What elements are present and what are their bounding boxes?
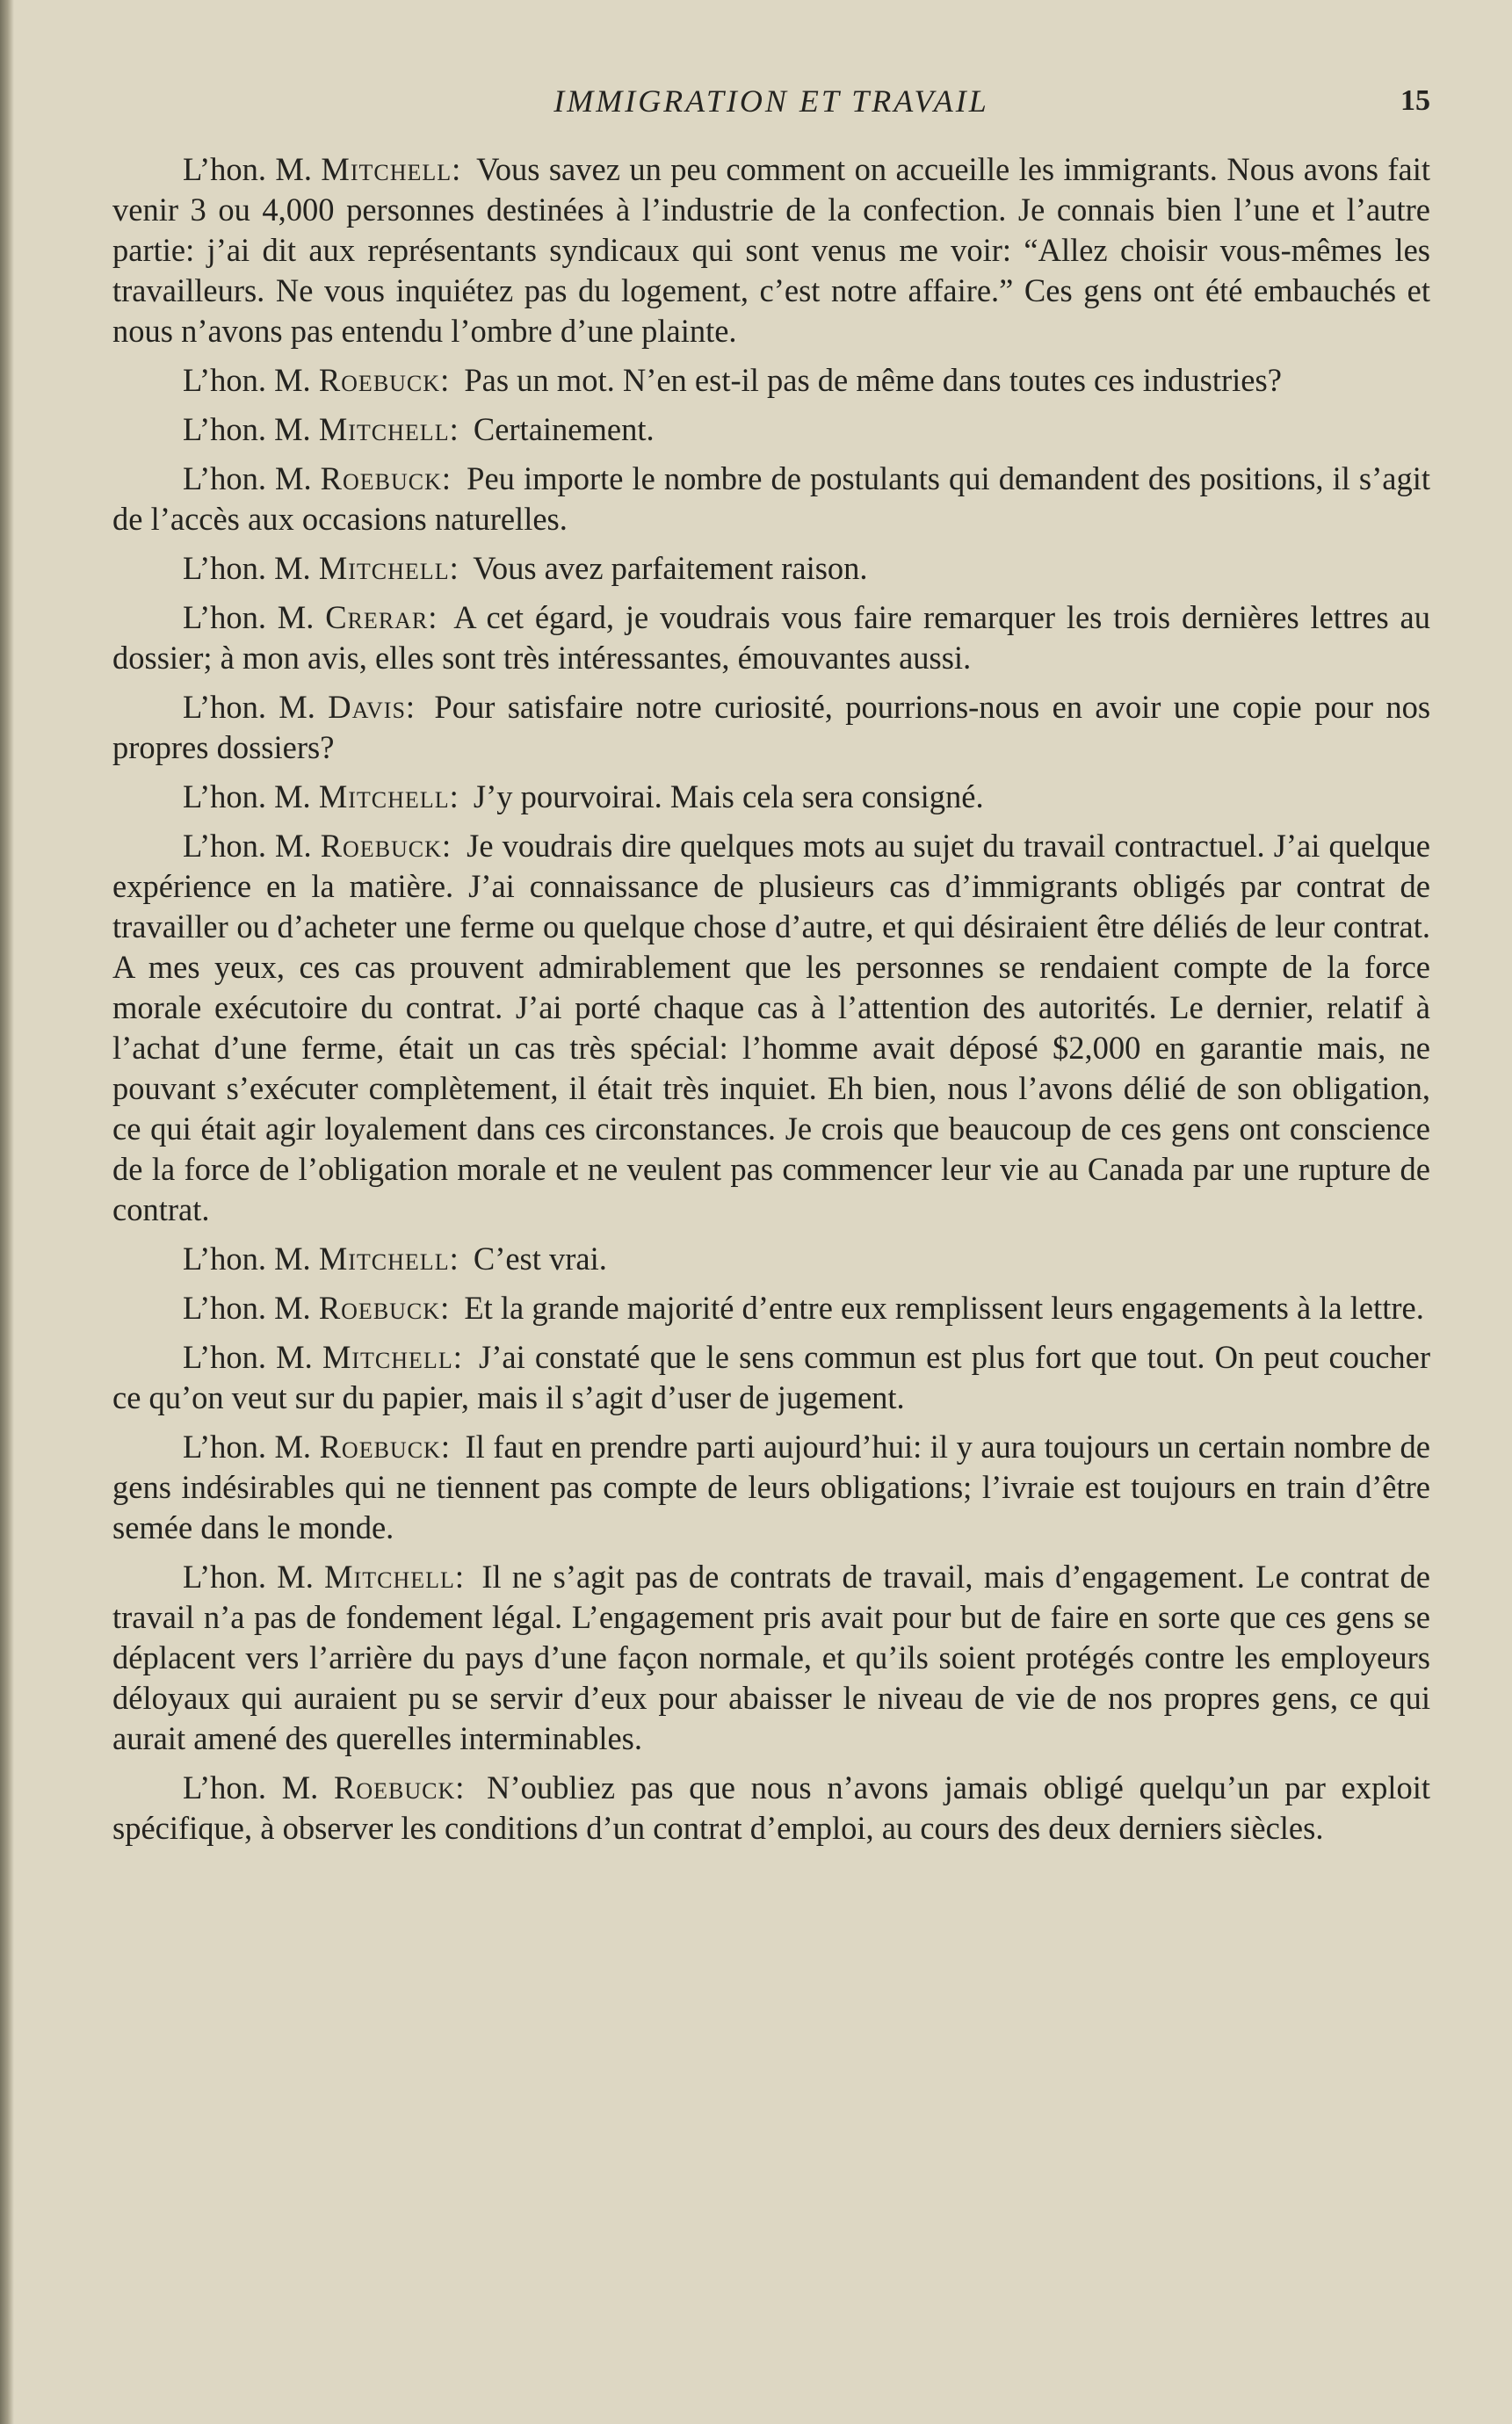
paragraph (112, 597, 1430, 678)
paragraph-text: N’oubliez pas que nous n’avons jamais obligé quelqu’un par exploit spécifique, à observer les conditions d’un contrat d’emploi, au cours des deux derniers siècles. (112, 1769, 1430, 1846)
speaker-label (183, 1339, 462, 1375)
paragraph-text: Pas un mot. N’en est-il pas de même dans toutes ces industries? (464, 362, 1282, 398)
speaker-name: Roebuck (318, 1290, 441, 1326)
paragraph-text: C’est vrai. (473, 1241, 607, 1277)
paragraph (112, 777, 1430, 817)
speaker-name: Roebuck (319, 1429, 441, 1465)
paragraph (112, 459, 1430, 539)
speaker-colon: : (441, 460, 452, 496)
paragraph-text: J’y pourvoirai. Mais cela sera consigné. (473, 778, 984, 814)
speaker-label (183, 411, 459, 447)
speaker-name: Mitchell (318, 778, 450, 814)
paragraph (112, 826, 1430, 1230)
paragraph-text: Peu importe le nombre de postulants qui demandent des positions, il s’agit de l’accès aux occasions naturelles. (112, 460, 1431, 537)
speaker-prefix: L’hon. M. (183, 1290, 311, 1326)
paragraph-text: Et la grande majorité d’entre eux remplissent leurs engagements à la lettre. (464, 1290, 1424, 1326)
paragraph (112, 409, 1430, 450)
paragraph (112, 149, 1430, 351)
speaker-label (183, 1769, 464, 1805)
speaker-label (183, 778, 459, 814)
paragraph (112, 1239, 1430, 1279)
speaker-prefix: L’hon. M. (183, 778, 311, 814)
speaker-prefix: L’hon. M. (183, 689, 315, 725)
speaker-prefix: L’hon. M. (183, 411, 311, 447)
speaker-prefix: L’hon. M. (183, 1559, 314, 1595)
paragraph (112, 1427, 1430, 1548)
speaker-name: Roebuck (320, 460, 442, 496)
speaker-prefix: L’hon. M. (183, 1241, 311, 1277)
speaker-colon: : (428, 599, 438, 635)
speaker-colon: : (449, 778, 459, 814)
speaker-prefix: L’hon. M. (183, 599, 315, 635)
speaker-colon: : (405, 689, 416, 725)
paragraph-text: J’ai constaté que le sens commun est plus fort que tout. On peut coucher ce qu’on veut sur du papier, mais il s’agit d’user de jugement. (112, 1339, 1431, 1415)
paragraph-text: A cet égard, je voudrais vous faire remarquer les trois dernières lettres au dossier; à mon avis, elles sont très intéressantes, émouvantes aussi. (112, 599, 1431, 676)
speaker-label (183, 1241, 459, 1277)
speaker-prefix: L’hon. M. (183, 1339, 313, 1375)
speaker-name: Mitchell (318, 550, 450, 586)
speaker-colon: : (449, 411, 459, 447)
speaker-prefix: L’hon. M. (183, 1769, 319, 1805)
speaker-name: Mitchell (321, 151, 452, 187)
speaker-prefix: L’hon. M. (183, 1429, 312, 1465)
speaker-prefix: L’hon. M. (183, 550, 311, 586)
speaker-colon: : (440, 1290, 450, 1326)
speaker-colon: : (440, 362, 450, 398)
speaker-name: Roebuck (320, 828, 442, 864)
speaker-colon: : (440, 1429, 450, 1465)
speaker-colon: : (441, 828, 452, 864)
speaker-prefix: L’hon. M. (183, 362, 311, 398)
speaker-name: Mitchell (324, 1559, 455, 1595)
paragraph-text: Pour satisfaire notre curiosité, pourrions-nous en avoir une copie pour nos propres dossiers? (112, 689, 1431, 765)
speaker-label (183, 1429, 450, 1465)
paragraph-text: Je voudrais dire quelques mots au sujet du travail contractuel. J’ai quelque expérience en la matière. J’ai connaissance de plusieurs cas d’immigrants obligés par contrat de travailler ou d’acheter une ferme ou quelque chose d’autre, et qui désiraient être déliés de leur contrat. A mes yeux, ces cas prouvent admirablement que les personnes se rendaient compte de la force morale exécutoire du contrat. J’ai porté chaque cas à l’attention des autorités. Le dernier, relatif à l’achat d’une ferme, était un cas très spécial: l’homme avait déposé $2,000 en garantie mais, ne pouvant s’exécuter complètement, il était très inquiet. Eh bien, nous l’avons délié de son obligation, ce qui était agir loyalement dans ces circonstances. Je crois que beaucoup de ces gens ont conscience de la force de l’obligation morale et ne veulent pas commencer leur vie au Canada par une rupture de contrat. (112, 828, 1431, 1227)
paragraph-text: Il ne s’agit pas de contrats de travail, mais d’engagement. Le contrat de travail n’a pas de fondement légal. L’engagement pris avait pour but de faire en sorte que ces gens se déplacent vers l’arrière du pays d’une façon normale, et qu’ils soient protégés contre les employeurs déloyaux qui auraient pu se servir d’eux pour abaisser le niveau de vie de nos propres gens, ce qui aurait amené des querelles interminables. (112, 1559, 1431, 1756)
speaker-colon: : (449, 550, 459, 586)
paragraph (112, 1557, 1430, 1759)
speaker-label (183, 151, 460, 187)
speaker-label (183, 828, 451, 864)
speaker-name: Mitchell (318, 411, 450, 447)
speaker-colon: : (454, 1559, 465, 1595)
running-header (112, 79, 1430, 123)
speaker-colon: : (449, 1241, 459, 1277)
speaker-name: Roebuck (318, 362, 441, 398)
speaker-label (183, 1290, 449, 1326)
speaker-label (183, 550, 459, 586)
paragraph (112, 1337, 1430, 1418)
speaker-name: Davis (328, 689, 406, 725)
speaker-name: Mitchell (318, 1241, 450, 1277)
paragraph-text: Vous avez parfaitement raison. (473, 550, 868, 586)
paragraph (112, 360, 1430, 401)
paragraph (112, 1768, 1430, 1849)
speaker-label (183, 460, 451, 496)
paragraph (112, 1288, 1430, 1328)
speaker-colon: : (452, 1339, 462, 1375)
speaker-name: Crerar (325, 599, 429, 635)
page-number: 15 (1400, 84, 1430, 117)
paragraph (112, 687, 1430, 768)
transcript-body (112, 149, 1430, 1857)
speaker-name: Roebuck (334, 1769, 456, 1805)
speaker-colon: : (455, 1769, 465, 1805)
paragraph-text: Certainement. (473, 411, 655, 447)
paragraph (112, 548, 1430, 589)
speaker-label (183, 1559, 464, 1595)
running-title: IMMIGRATION ET TRAVAIL (553, 83, 989, 119)
paragraph-text: Il faut en prendre parti aujourd’hui: il y aura toujours un certain nombre de gens indésirables qui ne tiennent pas compte de leurs obligations; l’ivraie est toujours en train d’être semée dans le monde. (112, 1429, 1431, 1545)
speaker-label (183, 362, 449, 398)
speaker-label (183, 689, 415, 725)
speaker-prefix: L’hon. M. (183, 828, 312, 864)
speaker-colon: : (452, 151, 461, 187)
paragraph-text: Vous savez un peu comment on accueille les immigrants. Nous avons fait venir 3 ou 4,000 personnes destinées à l’industrie de la confection. Je connais bien l’une et l’autre partie: j’ai dit aux représentants syndicaux qui sont venus me voir: “Allez choisir vous-mêmes les travailleurs. Ne vous inquiétez pas du logement, c’est notre affaire.” Ces gens ont été embauchés et nous n’avons pas entendu l’ombre d’une plainte. (112, 151, 1431, 349)
speaker-prefix: L’hon. M. (183, 151, 312, 187)
speaker-label (183, 599, 437, 635)
speaker-prefix: L’hon. M. (183, 460, 312, 496)
speaker-name: Mitchell (322, 1339, 453, 1375)
